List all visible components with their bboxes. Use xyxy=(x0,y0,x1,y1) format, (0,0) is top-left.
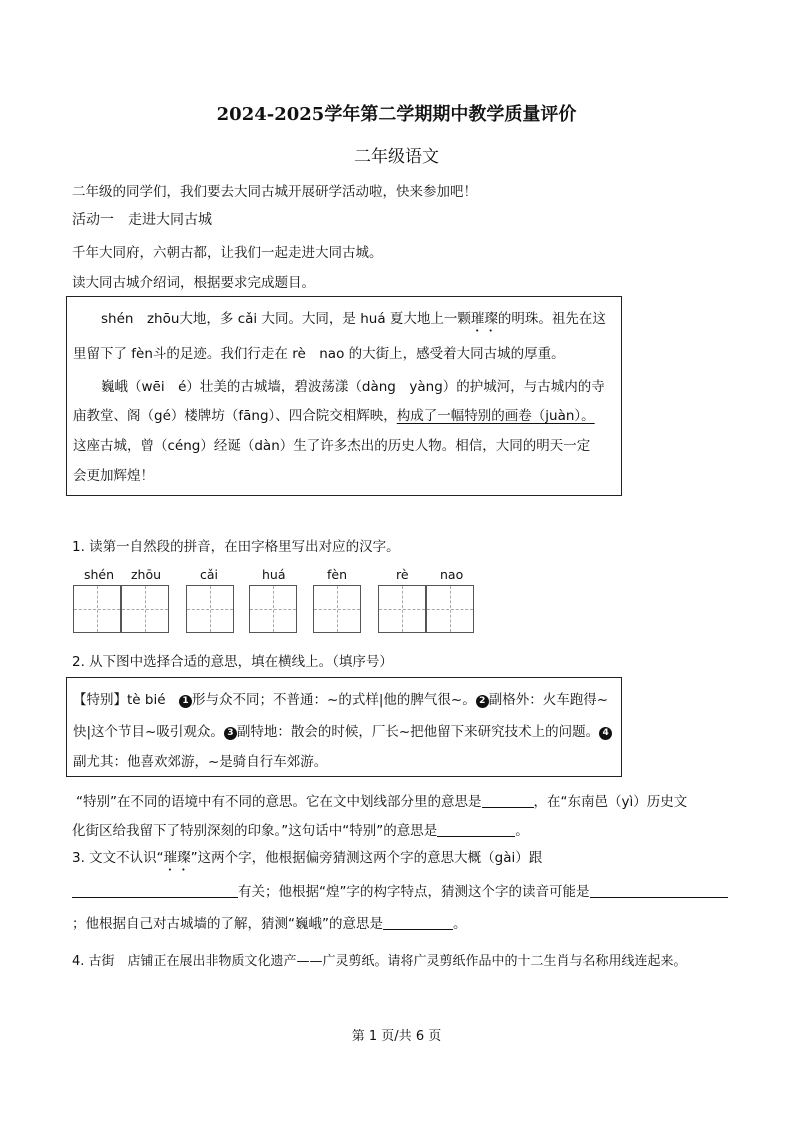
intro-instruction: 读大同古城介绍词，根据要求完成题目。 xyxy=(72,275,315,291)
answer-blank[interactable] xyxy=(590,885,728,898)
number-3-icon: 3 xyxy=(224,727,237,740)
number-1-icon: 1 xyxy=(179,695,192,708)
question-3-text: 有关；他根据“煌”字的构字特点，猜测这个字的读音可能是 xyxy=(72,880,728,900)
dictionary-line: 【特别】tè bié 1 形与众不同；不普通：~的式样|他的脾气很~。 2 副格外：火车跑得~ xyxy=(73,692,609,708)
passage-line: 庙教堂、阁（gé）楼牌坊（fāng）、四合院交相辉映，构成了一幅特别的画卷（juàn）。 xyxy=(73,408,595,424)
question-2-prompt: 2. 从下图中选择合适的意思，填在横线上。（填序号） xyxy=(72,654,393,670)
question-3-text: 3. 文文不认识“璀璨”这两个字，他根据偏旁猜测这两个字的意思大概（gài）跟 xyxy=(72,850,543,866)
pinyin-label: cǎi xyxy=(200,567,219,582)
writing-cell[interactable] xyxy=(378,585,426,633)
pinyin-label: fèn xyxy=(327,567,348,582)
dictionary-line: 副尤其：他喜欢郊游，~是骑自行车郊游。 xyxy=(73,754,328,770)
question-4-prompt: 4. 古街 店铺正在展出非物质文化遗产——广灵剪纸。请将广灵剪纸作品中的十二生肖与名称用线连起来。 xyxy=(72,954,687,969)
number-2-icon: 2 xyxy=(476,695,489,708)
pinyin-label: shén xyxy=(84,567,115,582)
page-footer: 第 1 页/共 6 页 xyxy=(351,1029,442,1044)
writing-cell[interactable] xyxy=(249,585,297,633)
intro-line: 二年级的同学们，我们要去大同古城开展研学活动啦，快来参加吧！ xyxy=(72,184,477,200)
writing-cell[interactable] xyxy=(426,585,474,633)
passage-line: shén zhōu大地，多 cǎi 大同。大同，是 huá 夏大地上一颗璀璨的明珠。祖先在这 xyxy=(101,311,606,327)
question-1-prompt: 1. 读第一自然段的拼音，在田字格里写出对应的汉字。 xyxy=(72,539,400,555)
answer-blank[interactable] xyxy=(437,824,515,837)
activity-heading: 活动一 走进大同古城 xyxy=(72,212,212,228)
passage-line: 巍峨（wēi é）壮美的古城墙，碧波荡漾（dàng yàng）的护城河，与古城内的寺 xyxy=(101,379,605,395)
pinyin-label: zhōu xyxy=(131,567,162,582)
passage-line: 这座古城，曾（céng）经诞（dàn）生了许多杰出的历史人物。相信，大同的明天一定 xyxy=(73,438,591,454)
question-2-text: “特别”在不同的语境中有不同的意思。它在文中划线部分里的意思是 ，在“东南邑（yì）历史文 xyxy=(76,794,688,810)
pinyin-label: rè xyxy=(396,567,409,582)
page-subtitle: 二年级语文 xyxy=(354,147,439,167)
dictionary-line: 快|这个节目~吸引观众。 3 副特地：散会的时候，厂长~把他留下来研究技术上的问题。 4 xyxy=(73,720,612,740)
writing-cell[interactable] xyxy=(313,585,361,633)
pinyin-label: nao xyxy=(440,567,464,582)
answer-blank[interactable] xyxy=(72,885,238,898)
question-2-text: 化街区给我留下了特别深刻的印象。”这句话中“特别”的意思是 。 xyxy=(72,823,529,839)
dotted-word: 璀璨 xyxy=(470,311,498,327)
dotted-word: 璀璨 xyxy=(163,850,191,866)
passage-line: 会更加辉煌！ xyxy=(73,468,154,484)
passage-box xyxy=(66,296,622,496)
number-4-icon: 4 xyxy=(599,727,612,740)
page-title: 2024-2025学年第二学期期中教学质量评价 xyxy=(216,104,577,125)
writing-cell[interactable] xyxy=(186,585,234,633)
writing-cell[interactable] xyxy=(121,585,169,633)
answer-blank[interactable] xyxy=(482,795,534,808)
underlined-phrase: 构成了一幅特别的画卷（juàn）。 xyxy=(396,408,595,424)
answer-blank[interactable] xyxy=(383,917,453,930)
intro-line: 千年大同府，六朝古都，让我们一起走进大同古城。 xyxy=(72,245,383,261)
passage-line: 里留下了 fèn斗的足迹。我们行走在 rè nao 的大街上，感受着大同古城的厚重。 xyxy=(73,346,565,362)
writing-cell[interactable] xyxy=(73,585,121,633)
dictionary-box xyxy=(66,677,622,777)
pinyin-label: huá xyxy=(262,567,286,582)
question-3-text: ；他根据自己对古城墙的了解，猜测“巍峨”的意思是 。 xyxy=(72,916,467,932)
